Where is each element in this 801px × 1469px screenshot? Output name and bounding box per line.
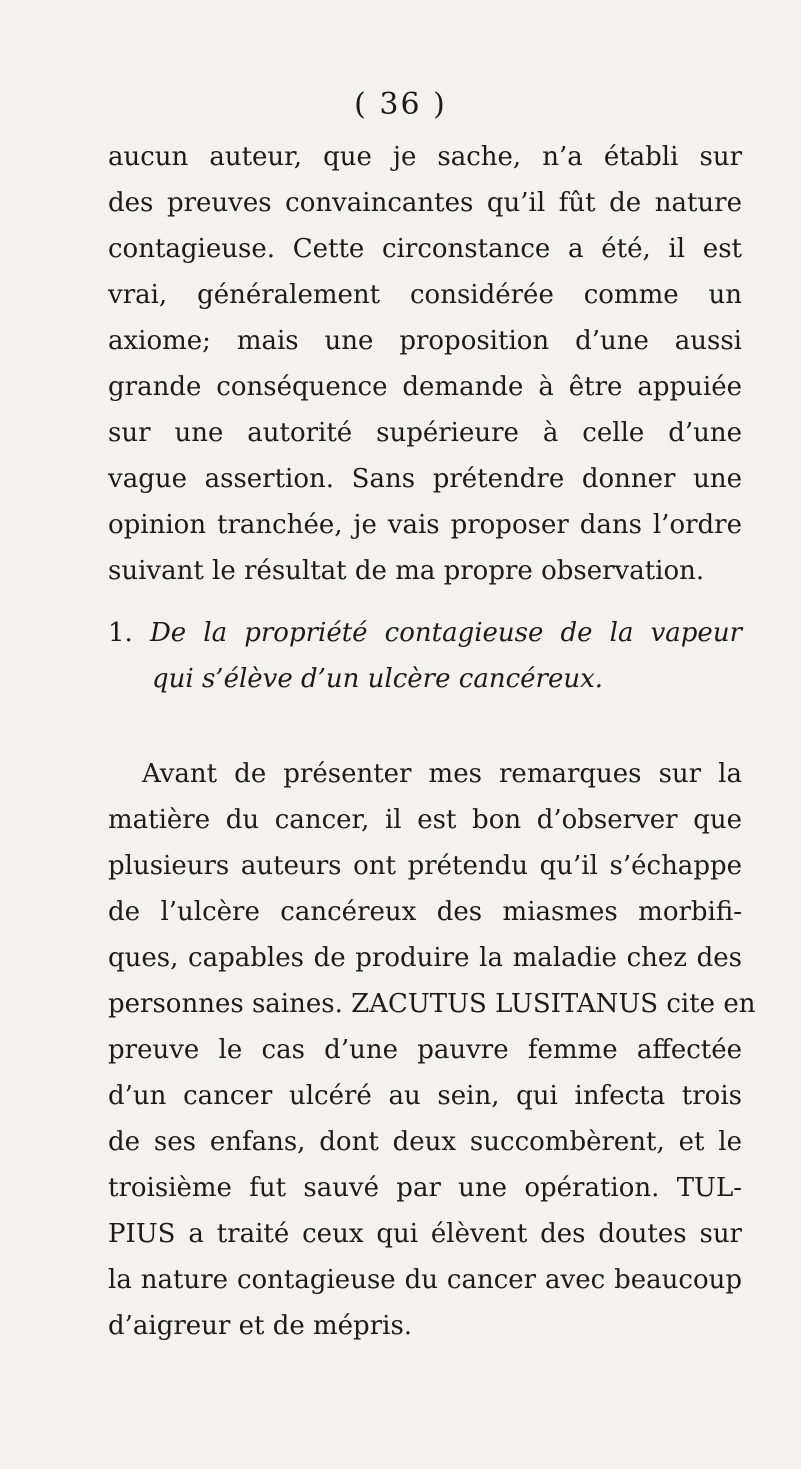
- text-line: axiome; mais une proposition d’une aussi: [108, 326, 742, 356]
- section-title-part-2: qui s’élève d’un ulcère cancéreux.: [152, 664, 604, 694]
- text-line: ques, capables de produire la maladie chez des: [108, 943, 742, 973]
- paragraph-section-body: [108, 751, 756, 1349]
- paragraph-continued: [108, 134, 742, 594]
- text-line: suivant le résultat de ma propre observation.: [108, 556, 705, 586]
- text-line: preuve le cas d’une pauvre femme affectée: [108, 1035, 742, 1065]
- text-line: d’un cancer ulcéré au sein, qui infecta trois: [108, 1081, 742, 1111]
- text-line: PIUS a traité ceux qui élèvent des doutes sur: [108, 1219, 742, 1249]
- section-title-part-1: De la propriété contagieuse de la vapeur: [149, 618, 742, 648]
- text-line: Avant de présenter mes remarques sur la: [142, 759, 742, 789]
- text-line: des preuves convaincantes qu’il fût de nature: [108, 188, 742, 218]
- text-line: troisième fut sauvé par une opération. TUL-: [108, 1173, 742, 1203]
- text-line: opinion tranchée, je vais proposer dans l’ordre: [108, 510, 742, 540]
- section-heading: [108, 610, 742, 702]
- text-line: grande conséquence demande à être appuiée: [108, 372, 742, 402]
- text-line: de l’ulcère cancéreux des miasmes morbifi-: [108, 897, 742, 927]
- text-line: vrai, généralement considérée comme un: [108, 280, 742, 310]
- text-line: matière du cancer, il est bon d’observer que: [108, 805, 742, 835]
- text-line: personnes saines. ZACUTUS LUSITANUS cite en: [108, 989, 756, 1019]
- section-heading-line: [108, 610, 742, 656]
- text-line: plusieurs auteurs ont prétendu qu’il s’échappe: [108, 851, 742, 881]
- text-line: vague assertion. Sans prétendre donner une: [108, 464, 742, 494]
- page-number: ( 36 ): [354, 87, 447, 122]
- text-line: de ses enfans, dont deux succombèrent, et le: [108, 1127, 742, 1157]
- text-line: sur une autorité supérieure à celle d’une: [108, 418, 742, 448]
- section-number: 1.: [108, 618, 133, 648]
- text-line: la nature contagieuse du cancer avec beaucoup: [108, 1265, 742, 1295]
- text-line: aucun auteur, que je sache, n’a établi sur: [108, 142, 742, 172]
- text-line: d’aigreur et de mépris.: [108, 1311, 413, 1341]
- text-line: contagieuse. Cette circonstance a été, il est: [108, 234, 742, 264]
